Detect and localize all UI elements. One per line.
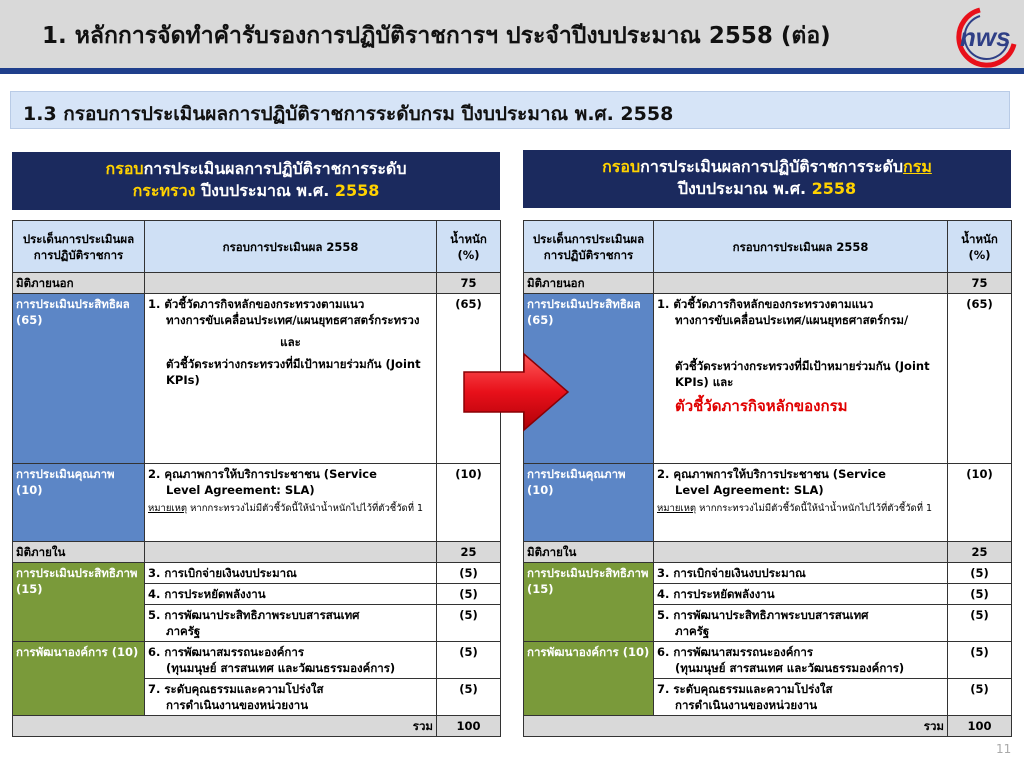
right-heading-text-2: ปีงบประมาณ พ.ศ.: [677, 179, 812, 198]
indicator-6-line-a: 6. การพัฒนาสมรรถนะองค์การ: [657, 645, 814, 659]
note-label: หมายเหตุ: [657, 503, 697, 514]
indicator-3: 3. การเบิกจ่ายเงินงบประมาณ: [654, 563, 948, 584]
section-weight: 25: [437, 542, 501, 563]
indicator-2-line-a: 2. คุณภาพการให้บริการประชาชน (Service: [148, 467, 377, 481]
indicator-7: [145, 679, 437, 716]
indicator-1: [145, 294, 437, 464]
indicator-7-line-a: 7. ระดับคุณธรรมและความโปร่งใส: [657, 682, 833, 696]
nws-logo: [940, 6, 1020, 68]
indicator-4: 4. การประหยัดพลังงาน: [145, 584, 437, 605]
total-weight: 100: [437, 716, 501, 737]
col-header-issue: ประเด็นการประเมินผลการปฏิบัติราชการ: [524, 221, 654, 273]
weight-6: (5): [437, 642, 501, 679]
total-weight: 100: [948, 716, 1012, 737]
right-panel-heading: [523, 150, 1011, 208]
logo-text: nws: [960, 22, 1011, 52]
total-row: [13, 716, 501, 737]
category-effectiveness: การประเมินประสิทธิผล (65): [13, 294, 145, 464]
indicator-5: [145, 605, 437, 642]
weight-6: (5): [948, 642, 1012, 679]
col-header-issue: ประเด็นการประเมินผลการปฏิบัติราชการ: [13, 221, 145, 273]
section-label: มิติภายนอก: [524, 273, 654, 294]
indicator-1-line-a: 1. ตัวชี้วัดภารกิจหลักของกระทรวงตามแนว: [657, 297, 874, 311]
right-framework-table: [523, 220, 1012, 737]
table-row: [524, 294, 1012, 464]
table-row: [524, 563, 1012, 584]
weight-4: (5): [948, 584, 1012, 605]
left-heading-highlight-1: กรอบ: [105, 159, 144, 178]
left-framework-table: [12, 220, 501, 737]
total-label: รวม: [524, 716, 948, 737]
indicator-7-line-b: การดำเนินงานของหน่วยงาน: [675, 698, 818, 712]
indicator-1-joint-kpis: ตัวชี้วัดระหว่างกระทรวงที่มีเป้าหมายร่วมกัน (Joint KPIs): [166, 357, 421, 387]
category-quality: การประเมินคุณภาพ (10): [524, 464, 654, 542]
table-row: [13, 563, 501, 584]
indicator-5-line-a: 5. การพัฒนาประสิทธิภาพระบบสารสนเทศ: [148, 608, 360, 622]
indicator-2-line-a: 2. คุณภาพการให้บริการประชาชน (Service: [657, 467, 886, 481]
weight-7: (5): [437, 679, 501, 716]
page-number: 11: [996, 742, 1012, 756]
indicator-2-line-b: Level Agreement: SLA): [166, 483, 315, 497]
section-row-internal: [524, 542, 1012, 563]
section-label: มิติภายใน: [13, 542, 145, 563]
indicator-1-line-a: 1. ตัวชี้วัดภารกิจหลักของกระทรวงตามแนว: [148, 297, 365, 311]
weight-3: (5): [948, 563, 1012, 584]
category-org-dev: การพัฒนาองค์การ (10): [13, 642, 145, 716]
section-weight: 75: [948, 273, 1012, 294]
weight-5: (5): [948, 605, 1012, 642]
weight-7: (5): [948, 679, 1012, 716]
indicator-7-line-b: การดำเนินงานของหน่วยงาน: [166, 698, 309, 712]
col-header-weight: น้ำหนัก (%): [948, 221, 1012, 273]
indicator-1-line-b: ทางการขับเคลื่อนประเทศ/แผนยุทธศาสตร์กรม/: [675, 313, 909, 327]
indicator-1-and: และ: [280, 335, 301, 349]
left-heading-highlight-2: กระทรวง: [132, 181, 196, 200]
indicator-2: [654, 464, 948, 542]
indicator-1: [654, 294, 948, 464]
weight-5: (5): [437, 605, 501, 642]
weight-3: (5): [437, 563, 501, 584]
left-heading-text-1: การประเมินผลการปฏิบัติราชการระดับ: [143, 159, 407, 178]
table-header-row: [524, 221, 1012, 273]
indicator-6-line-b: (ทุนมนุษย์ สารสนเทศ และวัฒนธรรมองค์การ): [166, 661, 396, 675]
table-row: [13, 294, 501, 464]
indicator-1-dept-core: ตัวชี้วัดภารกิจหลักของกรม: [675, 397, 848, 415]
indicator-2-note: [148, 502, 433, 515]
right-heading-highlight-2: กรม: [903, 157, 932, 176]
total-row: [524, 716, 1012, 737]
right-heading-year: 2558: [811, 179, 857, 198]
section-heading: 1.3 กรอบการประเมินผลการปฏิบัติราชการระดับกรม ปีงบประมาณ พ.ศ. 2558: [23, 103, 674, 125]
indicator-7: [654, 679, 948, 716]
col-header-framework: กรอบการประเมินผล 2558: [654, 221, 948, 273]
section-label: มิติภายนอก: [13, 273, 145, 294]
table-header-row: [13, 221, 501, 273]
indicator-3: 3. การเบิกจ่ายเงินงบประมาณ: [145, 563, 437, 584]
indicator-5-line-b: ภาครัฐ: [166, 624, 201, 638]
section-weight: 25: [948, 542, 1012, 563]
indicator-6: [145, 642, 437, 679]
table-row: [13, 642, 501, 679]
slide-title: 1. หลักการจัดทำคำรับรองการปฏิบัติราชการฯ ประจำปีงบประมาณ 2558 (ต่อ): [42, 23, 831, 49]
total-label: รวม: [13, 716, 437, 737]
left-heading-text-2: ปีงบประมาณ พ.ศ.: [195, 181, 335, 200]
right-arrow-icon: [462, 352, 570, 432]
section-row-external: [13, 273, 501, 294]
header-band: [0, 0, 1024, 74]
category-quality: การประเมินคุณภาพ (10): [13, 464, 145, 542]
indicator-6-line-b: (ทุนมนุษย์ สารสนเทศ และวัฒนธรรมองค์การ): [675, 661, 905, 675]
col-header-weight: น้ำหนัก (%): [437, 221, 501, 273]
category-efficiency: การประเมินประสิทธิภาพ (15): [524, 563, 654, 642]
indicator-2-line-b: Level Agreement: SLA): [675, 483, 824, 497]
section-weight: 75: [437, 273, 501, 294]
section-row-internal: [13, 542, 501, 563]
section-heading-box: [10, 91, 1010, 129]
section-label: มิติภายใน: [524, 542, 654, 563]
col-header-framework: กรอบการประเมินผล 2558: [145, 221, 437, 273]
table-row: [13, 464, 501, 542]
left-panel-heading: [12, 152, 500, 210]
indicator-4: 4. การประหยัดพลังงาน: [654, 584, 948, 605]
indicator-6-line-a: 6. การพัฒนาสมรรถนะองค์การ: [148, 645, 305, 659]
indicator-1-joint-kpis: ตัวชี้วัดระหว่างกระทรวงที่มีเป้าหมายร่วมกัน (Joint KPIs) และ: [675, 359, 930, 389]
indicator-5-line-a: 5. การพัฒนาประสิทธิภาพระบบสารสนเทศ: [657, 608, 869, 622]
note-text: หากกระทรวงไม่มีตัวชี้วัดนี้ให้นำน้ำหนักไปไว้ที่ตัวชี้วัดที่ 1: [696, 503, 933, 514]
indicator-5-line-b: ภาครัฐ: [675, 624, 710, 638]
indicator-2-note: [657, 502, 944, 515]
weight-1: (65): [948, 294, 1012, 464]
weight-1: (65): [437, 294, 501, 464]
category-effectiveness: การประเมินประสิทธิผล (65): [524, 294, 654, 464]
table-row: [524, 464, 1012, 542]
note-text: หากกระทรวงไม่มีตัวชี้วัดนี้ให้นำน้ำหนักไปไว้ที่ตัวชี้วัดที่ 1: [187, 503, 424, 514]
category-org-dev: การพัฒนาองค์การ (10): [524, 642, 654, 716]
weight-2: (10): [948, 464, 1012, 542]
indicator-6: [654, 642, 948, 679]
indicator-1-line-b: ทางการขับเคลื่อนประเทศ/แผนยุทธศาสตร์กระทรวง: [166, 313, 420, 327]
indicator-7-line-a: 7. ระดับคุณธรรมและความโปร่งใส: [148, 682, 324, 696]
right-heading-text-1: การประเมินผลการปฏิบัติราชการระดับ: [640, 157, 904, 176]
indicator-5: [654, 605, 948, 642]
left-heading-year: 2558: [334, 181, 380, 200]
weight-2: (10): [437, 464, 501, 542]
section-row-external: [524, 273, 1012, 294]
table-row: [524, 642, 1012, 679]
right-heading-highlight-1: กรอบ: [602, 157, 641, 176]
weight-4: (5): [437, 584, 501, 605]
note-label: หมายเหตุ: [148, 503, 188, 514]
category-efficiency: การประเมินประสิทธิภาพ (15): [13, 563, 145, 642]
indicator-2: [145, 464, 437, 542]
